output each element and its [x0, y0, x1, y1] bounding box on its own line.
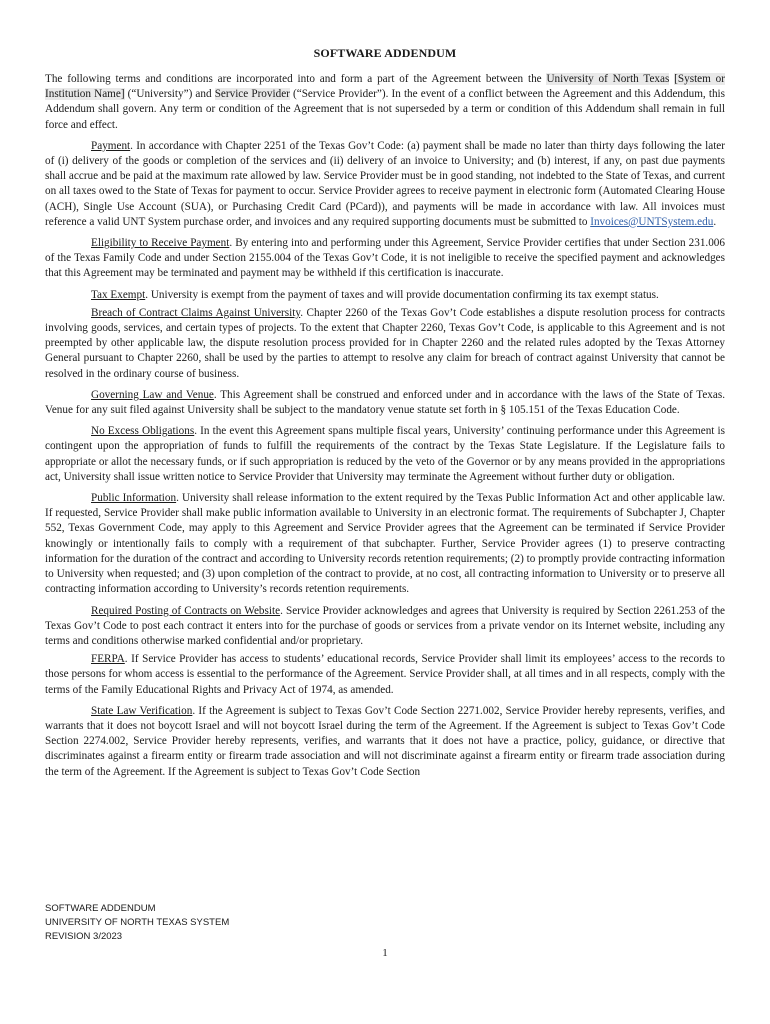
- state-law-paragraph: [45, 704, 725, 780]
- breach-paragraph: [45, 306, 725, 382]
- ferpa-paragraph: [45, 652, 725, 698]
- posting-paragraph: [45, 604, 725, 650]
- footer-line-1: SOFTWARE ADDENDUM: [45, 903, 156, 914]
- document-body: [45, 72, 725, 783]
- payment-text: . In accordance with Chapter 2251 of the Texas Gov’t Code: (a) payment shall be made no later than thirty days following the later of (i) delivery of the goods or completion of the services and (ii) delivery of an invoice to University; and (b) interest, if any, on past due payments shall accrue and be paid at the maximum rate allowed by law. Service Provider must be in good standing, not indebted to the State of Texas, and current on all taxes owed to the State of Texas for payment to occur. Service Provider agrees to receive payment in electronic form (Automated Clearing House (ACH), Single Use Account (SUA), or Purchasing Credit Card (PCard)), and payments will be made in accordance with law. All invoices must reference a valid UNT System purchase order, and invoices and any required supporting documents must be submitted to: [45, 139, 725, 228]
- footer-line-2: UNIVERSITY OF NORTH TEXAS SYSTEM: [45, 917, 230, 928]
- payment-paragraph: [45, 139, 725, 230]
- intro-text-4: (“Service Provider”). In the event of a conflict between the Agreement and this Addendum, this Addendum shall govern. Any term or condition of the Agreement that is not superseded by a term or condition of this Addendum shall remain in full force and effect.: [45, 88, 725, 131]
- intro-text-3: (“University”) and: [124, 88, 215, 101]
- governing-law-paragraph: [45, 388, 725, 418]
- intro-text-1: The following terms and conditions are incorporated into and form a part of the Agreement between the: [45, 73, 547, 85]
- public-information-text: . University shall release information to the extent required by the Texas Public Information Act and other applicable law. If requested, Service Provider shall make public information available to University in an electronic format. The requirements of Subchapter J, Chapter 552, Texas Government Code, may apply to this Agreement and Service Provider agrees that the Agreement can be terminated if Service Provider knowingly or intentionally fails to comply with a requirement of that subchapter. Further, Service Provider agrees (1) to preserve contracting information for the duration of the contract and according to University records retention requirements; (2) to promptly provide contracting information to University when requested; and (3) upon completion of the contract to provide, at no cost, all contracting information to University or to preserve all contracting information according to University’s records retention requirements.: [45, 492, 725, 596]
- state-law-heading: State Law Verification: [91, 704, 193, 717]
- document-title: SOFTWARE ADDENDUM: [313, 46, 457, 60]
- excess-obligations-text: . In the event this Agreement spans multiple fiscal years, University’ continuing performance under this Agreement is contingent upon the appropriation of funds to fulfill the requirements of the contract by the Texas State Legislature. If the Legislature fails to appropriate or allot the necessary funds, or if such appropriation is reduced by the veto of the Governor or by any means provided in the appropriations act, University shall issue written notice to Service Provider that University may terminate the Agreement without further duty or obligation.: [45, 425, 725, 483]
- system-name-field[interactable]: [System or Institution Name]: [45, 73, 725, 101]
- state-law-text: . If the Agreement is subject to Texas Gov’t Code Section 2271.002, Service Provider hereby represents, verifies, and warrants that it does not boycott Israel and will not boycott Israel during the term of the Agreement. If the Agreement is subject to Texas Gov’t Code Section 2274.002, Service Provider hereby represents, verifies, and warrants that it does not have a practice, policy, guidance, or directive that discriminates against a firearm entity or firearm trade association and will not discriminate against a firearm entity or firearm trade association during the term of the Agreement. If the Agreement is subject to Texas Gov’t Code Section: [45, 704, 725, 778]
- breach-text: . Chapter 2260 of the Texas Gov’t Code establishes a dispute resolution process for contracts involving goods, services, and certain types of projects. To the extent that Chapter 2260, Texas Gov’t Code, is applicable to this Agreement and is not preempted by other applicable law, the dispute resolution process provided for in Chapter 2260 and the related rules adopted by the Texas Attorney General pursuant to Chapter 2260, shall be used by the parties to attempt to resolve any claim for breach of contract against University that cannot be resolved in the ordinary course of business.: [45, 306, 725, 380]
- governing-law-heading: Governing Law and Venue: [91, 388, 214, 401]
- footer-line-3: REVISION 3/2023: [45, 931, 123, 942]
- intro-paragraph: [45, 72, 725, 133]
- tax-exempt-heading: Tax Exempt: [91, 288, 146, 301]
- payment-text-end: .: [713, 215, 717, 228]
- posting-heading: Required Posting of Contracts on Website: [91, 604, 281, 617]
- page-footer: [45, 902, 229, 944]
- ferpa-heading: FERPA: [91, 653, 125, 666]
- service-provider-field[interactable]: Service Provider: [214, 88, 290, 101]
- excess-obligations-heading: No Excess Obligations: [91, 425, 195, 438]
- public-information-heading: Public Information: [91, 492, 177, 505]
- payment-heading: Payment: [91, 139, 131, 152]
- ferpa-text: . If Service Provider has access to students’ educational records, Service Provider shall limit its employees’ access to the records to those persons for whom access is essential to the performance of the Agreement. Service Provider shall, at all times and in all respects, comply with the terms of the Family Educational Rights and Privacy Act of 1974, as amended.: [45, 653, 725, 696]
- eligibility-text: . By entering into and performing under this Agreement, Service Provider certifies that under Section 231.006 of the Texas Family Code and under Section 2155.004 of the Texas Gov’t Code, it is not ineligible to receive the specified payment and acknowledges that this Agreement may be terminated and payment may be withheld if this certification is inaccurate.: [45, 237, 725, 280]
- page-number: 1: [382, 947, 388, 959]
- breach-heading: Breach of Contract Claims Against University: [91, 306, 301, 319]
- invoices-email-link[interactable]: Invoices@UNTSystem.edu: [590, 215, 714, 228]
- governing-law-text: . This Agreement shall be construed and enforced under and in accordance with the laws of the State of Texas. Venue for any suit filed against University shall be subject to the mandatory venue statute set forth in § 105.151 of the Texas Education Code.: [45, 388, 725, 417]
- tax-exempt-paragraph: [45, 288, 725, 303]
- eligibility-heading: Eligibility to Receive Payment: [91, 237, 230, 250]
- public-information-paragraph: [45, 491, 725, 597]
- tax-exempt-text: . University is exempt from the payment of taxes and will provide documentation confirming its tax exempt status.: [145, 288, 659, 301]
- excess-obligations-paragraph: [45, 424, 725, 485]
- eligibility-paragraph: [45, 236, 725, 282]
- university-name-field[interactable]: University of North Texas: [546, 73, 670, 85]
- posting-text: . Service Provider acknowledges and agrees that University is required by Section 2261.253 of the Texas Gov’t Code to post each contract it enters into for the purchase of goods or services from a private vendor on its Internet website, including any terms and conditions otherwise marked confidential and/or proprietary.: [45, 604, 725, 647]
